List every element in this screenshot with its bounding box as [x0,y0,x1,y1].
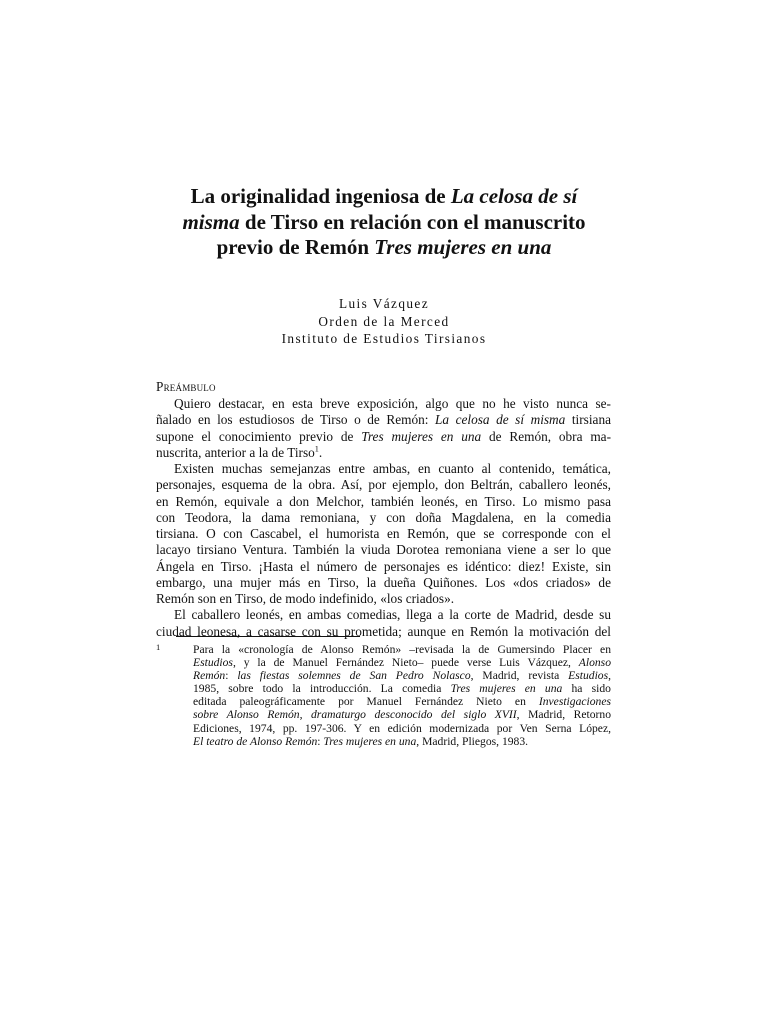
footnote-run: 1985, sobre todo la introducción. La comedia [193,682,451,696]
author-institute: Instituto de Estudios Tirsianos [281,331,487,346]
footnote-run: : [317,734,324,748]
text-line [156,526,611,542]
footnote-line [193,695,611,708]
footnote-run: , Madrid, revista [470,669,569,683]
footnote-line [193,656,611,669]
paper-title [130,184,638,261]
section-heading: Preámbulo [156,379,216,394]
footnote-run: , Madrid, Retorno [516,708,611,722]
title-italic-run: Tres mujeres en una [374,235,552,259]
footnote-run: ha sido [562,682,611,696]
footnote-italic-run: Tres mujeres en una [323,734,417,748]
text-line [156,591,611,607]
paragraph [156,461,611,607]
body-run: de Remón, obra ma- [481,428,611,444]
body-italic-run: Tres mujeres en una [361,428,482,444]
footnote-ref: 1 [314,444,319,454]
title-line [130,235,638,261]
title-run: de Tirso en relación con el manuscrito [239,209,586,234]
body-run: con Teodora, la dama remoniana, y con doña Magdalena, en la comedia [156,509,611,525]
title-italic-run: misma [182,209,240,234]
body-run: nuscrita, anterior a la de Tirso [156,444,315,460]
footnote-run: , [608,669,612,683]
text-line [156,575,611,591]
footnote-line [193,643,611,656]
footnote-line [193,682,611,695]
text-line [156,477,611,493]
footnote-italic-run: El teatro de Alonso Remón [193,734,318,748]
text-line [156,542,611,558]
text-line [156,607,611,623]
text-line [156,412,611,428]
text-line [156,396,611,412]
author-name: Luis Vázquez [338,296,430,311]
footnote-run: Para la «cronología de Alonso Remón» –revisada la de Gumersindo Placer en [193,643,611,656]
footnote-marker: 1 [156,642,161,652]
body-text [156,396,611,640]
footnote-italic-run: Estudios [193,656,233,670]
text-line [156,624,611,640]
title-run: La originalidad ingeniosa de [190,184,451,208]
body-run: tirsiana. O con Cascabel, el humorista en Remón, que se corresponde con el [156,526,611,541]
footnote-italic-run: Tres mujeres en una [450,682,563,696]
title-line [130,184,638,210]
body-run: supone el conocimiento previo de [156,428,362,444]
footnote-italic-run: las fiestas solemnes de San Pedro Nolasco [237,669,471,683]
title-line [130,210,638,236]
footnote-italic-run: sobre Alonso Remón, dramaturgo desconocido del siglo XVII [193,708,517,722]
author-order: Orden de la Merced [318,313,450,329]
footnote-italic-run: Investigaciones [538,695,611,709]
footnote-run: , Madrid, Pliegos, 1983. [416,734,529,748]
footnote-line [193,669,611,682]
footnote-italic-run: Remón [193,669,226,683]
text-line [156,445,611,461]
title-italic-run: La celosa de sí [450,184,578,208]
body-run: en Remón, equivale a don Melchor, también leonés, en Tirso. Lo mismo pasa [156,493,611,509]
footnote-italic-run: Estudios [568,669,609,683]
text-line [156,559,611,575]
paragraph [156,396,611,461]
body-run: ñalado en los estudiosos de Tirso o de Remón: [156,412,435,428]
body-run: Quiero destacar, en esta breve exposición, algo que no he visto nunca se- [174,396,611,411]
footnote-run: : [225,669,238,683]
footnote-run: , y la de Manuel Fernández Nieto– puede verse Luis Vázquez, [232,656,579,670]
body-run: Existen muchas semejanzas entre ambas, en cuanto al contenido, temática, [174,461,611,476]
title-run: previo de Remón [216,235,375,259]
footnote-italic-run: Alonso [578,656,611,670]
footnote-run: Ediciones, 1974, pp. 197-306. Y en edición modernizada por Ven Serna López, [193,721,611,735]
body-run: personajes, esquema de la obra. Así, por ejemplo, don Beltrán, caballero leonés, [156,477,611,493]
body-run: ciudad leonesa, a casarse con su prometida; aunque en Remón la motivación del [156,623,611,639]
footnote-text [193,643,611,748]
author-block [130,295,638,348]
body-run: . [318,444,323,460]
body-run: Remón son en Tirso, de modo indefinido, «los criados». [156,591,455,606]
footnote-run: editada paleográficamente por Manuel Fernández Nieto en [193,695,539,709]
text-line [156,429,611,445]
footnote-rule [176,636,360,637]
body-run: lacayo tirsiano Ventura. También la viuda Dorotea remoniana viene a ser lo que [156,542,611,558]
body-italic-run: La celosa de sí misma [435,412,566,428]
footnote-line [193,708,611,721]
footnote-line [193,735,611,748]
body-run: Ángela en Tirso. ¡Hasta el número de personajes es idéntico: diez! Existe, sin [156,558,611,574]
body-run: tirsiana [565,412,612,428]
text-line [156,510,611,526]
text-line [156,494,611,510]
footnote-line [193,722,611,735]
body-run: embargo, una mujer más en Tirso, la dueña Quiñones. Los «dos criados» de [156,574,611,590]
paragraph [156,607,611,640]
text-line [156,461,611,477]
body-run: El caballero leonés, en ambas comedias, llega a la corte de Madrid, desde su [174,607,611,623]
